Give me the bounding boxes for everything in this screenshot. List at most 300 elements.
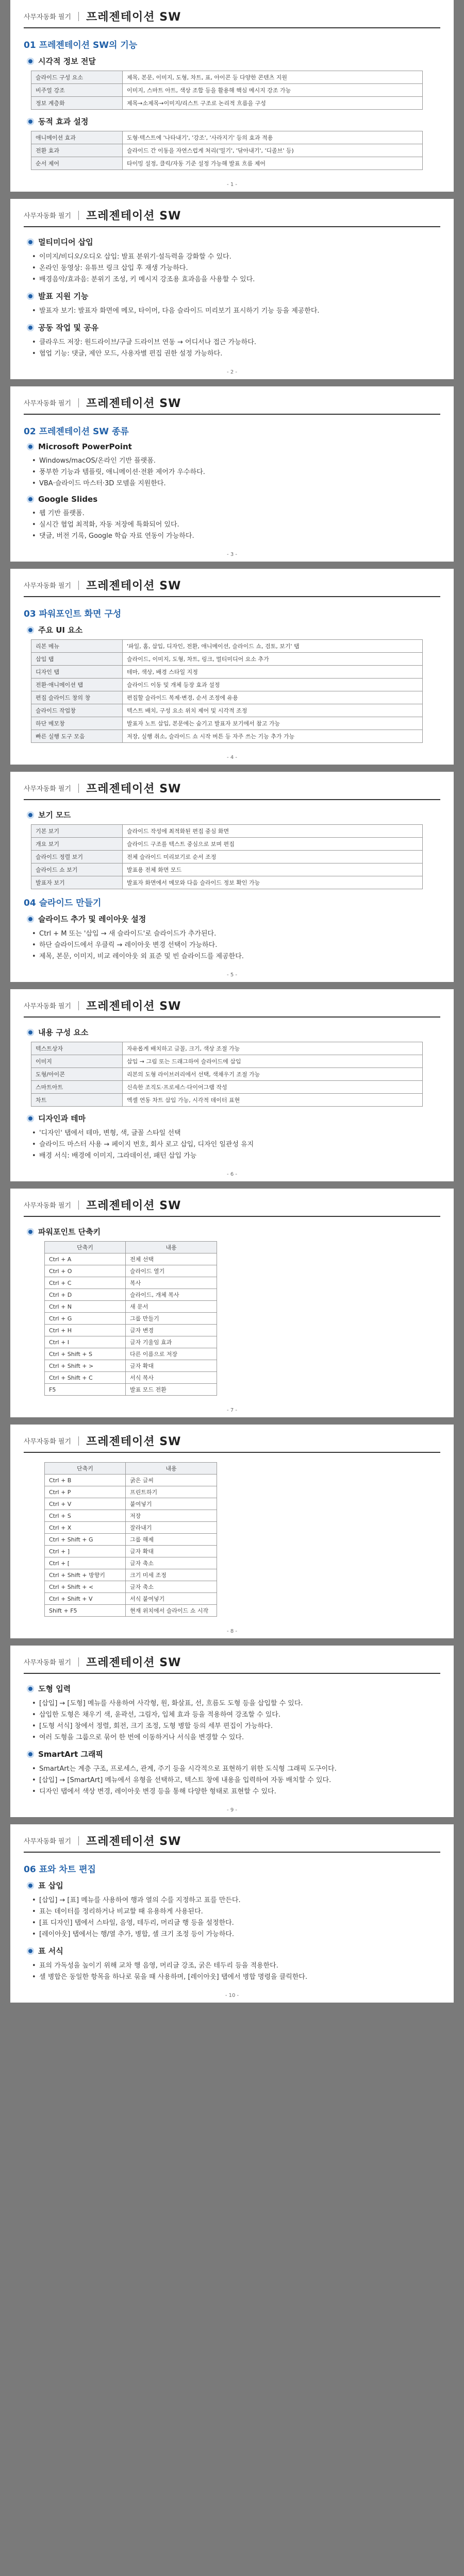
table-row xyxy=(31,691,423,704)
table-cell-term: 순서 제어 xyxy=(31,157,123,170)
circle-bullet-icon xyxy=(27,1947,34,1955)
section-heading: 06 표와 차트 편집 xyxy=(24,1865,96,1875)
page-number: - 9 - xyxy=(227,1807,237,1813)
shortcut-key-cell: Ctrl + Shift + G xyxy=(45,1534,126,1546)
shortcut-key-cell: Ctrl + Shift + > xyxy=(45,1360,126,1372)
document-page xyxy=(10,989,454,1181)
page-header xyxy=(24,207,440,227)
table-cell-description: 슬라이드 구조를 텍스트 중심으로 보며 편집 xyxy=(123,838,423,851)
table-cell-term: 슬라이드 쇼 보기 xyxy=(31,863,123,876)
table-row xyxy=(45,1313,217,1325)
table-row xyxy=(45,1277,217,1289)
bullet-list xyxy=(24,1764,440,1798)
table-row xyxy=(31,1055,423,1068)
table-cell-description: 발표용 전체 화면 모드 xyxy=(123,863,423,876)
shortcut-key-cell: Ctrl + S xyxy=(45,1510,126,1522)
subsection-heading xyxy=(27,442,440,451)
table-cell-term: 정보 계층화 xyxy=(31,97,123,110)
document-page xyxy=(10,1646,454,1817)
page-title: 프레젠테이션 SW xyxy=(86,11,181,24)
course-label: 사무자동화 필기 xyxy=(24,1003,72,1010)
circle-bullet-icon xyxy=(27,1882,34,1889)
subsection-label: 표 서식 xyxy=(38,1946,63,1956)
shortcut-description-cell: 그룹 해제 xyxy=(126,1534,217,1546)
page-number: - 7 - xyxy=(227,1408,237,1413)
table-row xyxy=(31,717,423,730)
course-label: 사무자동화 필기 xyxy=(24,1438,72,1446)
table-cell-description: 테마, 색상, 배경 스타일 지정 xyxy=(123,666,423,679)
circle-bullet-icon xyxy=(27,324,34,331)
shortcut-description-cell: 서식 붙여넣기 xyxy=(126,1593,217,1605)
page-header xyxy=(24,395,440,415)
info-table xyxy=(31,824,423,889)
shortcut-description-cell: 프린트하기 xyxy=(126,1486,217,1498)
column-header-shortcut: 단축키 xyxy=(45,1242,126,1253)
page-title: 프레젠테이션 SW xyxy=(86,1435,181,1448)
header-divider xyxy=(78,784,79,793)
list-item: • '디자인' 탭에서 테마, 변형, 색, 글꼴 스타일 선택 xyxy=(32,1128,440,1139)
table-row xyxy=(31,84,423,97)
page-title: 프레젠테이션 SW xyxy=(86,580,181,592)
table-cell-term: 애니메이션 효과 xyxy=(31,131,123,144)
subsection-heading xyxy=(27,495,440,504)
page-number: - 1 - xyxy=(227,182,237,188)
subsection-heading xyxy=(27,56,440,66)
table-cell-description: 제목→소제목→이미지/리스트 구조로 논리적 흐름을 구성 xyxy=(123,97,423,110)
course-label: 사무자동화 필기 xyxy=(24,212,72,220)
table-row xyxy=(45,1360,217,1372)
table-row xyxy=(45,1510,217,1522)
subsection-label: 발표 지원 기능 xyxy=(38,292,89,301)
list-item: • 표의 가독성을 높이기 위해 교차 행 음영, 머리글 강조, 굵은 테두리 등을 적용한다. xyxy=(32,1960,440,1972)
circle-bullet-icon xyxy=(27,1115,34,1122)
page-header xyxy=(24,1654,440,1674)
shortcut-description-cell: 붙여넣기 xyxy=(126,1498,217,1510)
subsection-label: 보기 모드 xyxy=(38,810,71,820)
table-cell-term: 차트 xyxy=(31,1094,123,1107)
list-item: • 제목, 본문, 이미지, 비교 레이아웃 외 표준 및 빈 슬라이드를 제공한다. xyxy=(32,951,440,962)
subsection-heading xyxy=(27,624,440,635)
list-item: • VBA·슬라이드 마스터·3D 모델을 지원한다. xyxy=(32,478,440,489)
table-cell-term: 삽입 탭 xyxy=(31,653,123,666)
page-header xyxy=(24,1197,440,1217)
section-heading: 04 슬라이드 만들기 xyxy=(24,898,102,908)
page-header xyxy=(24,780,440,800)
table-cell-description: 슬라이드 간 이동을 자연스럽게 처리('밀기', '닦아내기', '디졸브' 등) xyxy=(123,144,423,157)
list-item: • [삽입] → [SmartArt] 메뉴에서 유형을 선택하고, 텍스트 창에 내용을 입력하여 자동 배치할 수 있다. xyxy=(32,1775,440,1786)
list-item: • 디자인 탭에서 색상 변경, 레이아웃 변경 등을 통해 다양한 형태로 표현할 수 있다. xyxy=(32,1786,440,1798)
shortcut-key-cell: Ctrl + G xyxy=(45,1313,126,1325)
list-item: • SmartArt는 계층 구조, 프로세스, 관계, 주기 등을 시각적으로 표현하기 위한 도식형 그래픽 도구이다. xyxy=(32,1764,440,1775)
table-row xyxy=(45,1348,217,1360)
table-cell-term: 전환 효과 xyxy=(31,144,123,157)
document-page xyxy=(10,1824,454,2003)
table-cell-term: 텍스트상자 xyxy=(31,1042,123,1055)
table-row xyxy=(45,1253,217,1265)
table-row xyxy=(31,157,423,170)
shortcut-description-cell: 굵은 글씨 xyxy=(126,1475,217,1486)
table-row xyxy=(31,825,423,838)
page-number: - 2 - xyxy=(227,369,237,375)
header-divider xyxy=(78,1436,79,1446)
circle-bullet-icon xyxy=(27,118,34,125)
column-header-shortcut: 단축키 xyxy=(45,1463,126,1475)
header-divider xyxy=(78,581,79,590)
subsection-label: 슬라이드 추가 및 레이아웃 설정 xyxy=(38,914,146,924)
circle-bullet-icon xyxy=(27,443,34,450)
table-row xyxy=(45,1486,217,1498)
page-header xyxy=(24,997,440,1018)
table-cell-term: 발표자 보기 xyxy=(31,876,123,889)
list-item: • 표는 데이터를 정리하거나 비교할 때 유용하게 사용된다. xyxy=(32,1906,440,1918)
list-item: • [레이아웃] 탭에서는 행/열 추가, 병합, 셀 크기 조정 등이 가능하다. xyxy=(32,1929,440,1940)
shortcut-key-cell: Ctrl + Shift + V xyxy=(45,1593,126,1605)
page-number: - 3 - xyxy=(227,552,237,557)
table-cell-description: 리본의 도형 라이브러리에서 선택, 색채우기 조절 가능 xyxy=(123,1068,423,1081)
bullet-list xyxy=(24,306,440,317)
subsection-heading xyxy=(27,291,440,301)
table-row xyxy=(31,97,423,110)
subsection-label: SmartArt 그래픽 xyxy=(38,1750,103,1759)
shortcut-key-cell: Ctrl + X xyxy=(45,1522,126,1534)
bullet-list xyxy=(24,337,440,360)
table-row xyxy=(45,1522,217,1534)
page-number: - 6 - xyxy=(227,1172,237,1177)
course-label: 사무자동화 필기 xyxy=(24,582,72,590)
page-header xyxy=(24,1833,440,1853)
table-row xyxy=(45,1498,217,1510)
list-item: • 댓글, 버전 기록, Google 학습 자료 연동이 가능하다. xyxy=(32,531,440,542)
list-item: • 배경음악/효과음: 분위기 조성, 키 메시지 강조용 효과음을 사용할 수 있다. xyxy=(32,274,440,285)
table-row xyxy=(45,1593,217,1605)
table-cell-description: 전체 슬라이드 미리보기로 순서 조정 xyxy=(123,851,423,863)
shortcut-key-cell: Ctrl + [ xyxy=(45,1557,126,1569)
subsection-label: 표 삽입 xyxy=(38,1881,63,1890)
shortcut-description-cell: 서식 복사 xyxy=(126,1372,217,1384)
list-item: • 삽입한 도형은 채우기 색, 윤곽선, 그림자, 입체 효과 등을 적용하여 강조할 수 있다. xyxy=(32,1709,440,1721)
circle-bullet-icon xyxy=(27,496,34,503)
table-row xyxy=(31,1042,423,1055)
list-item: • 실시간 협업 최적화, 자동 저장에 특화되어 있다. xyxy=(32,519,440,531)
table-row xyxy=(45,1557,217,1569)
subsection-heading xyxy=(27,1113,440,1124)
table-cell-term: 하단 메모창 xyxy=(31,717,123,730)
bullet-list xyxy=(24,1128,440,1162)
document-page xyxy=(10,386,454,562)
table-cell-description: 이미지, 스마트 아트, 색상 조합 등을 활용해 핵심 메시지 강조 가능 xyxy=(123,84,423,97)
table-row xyxy=(31,704,423,717)
shortcut-key-cell: Shift + F5 xyxy=(45,1605,126,1617)
document-page xyxy=(10,1425,454,1638)
page-title: 프레젠테이션 SW xyxy=(86,1656,181,1669)
table-cell-term: 도형/아이콘 xyxy=(31,1068,123,1081)
table-row xyxy=(31,144,423,157)
table-row xyxy=(31,876,423,889)
info-table xyxy=(31,639,423,743)
subsection-heading xyxy=(27,1027,440,1038)
shortcut-description-cell: 새 문서 xyxy=(126,1301,217,1313)
table-row xyxy=(31,730,423,743)
table-cell-term: 개요 보기 xyxy=(31,838,123,851)
list-item: • [삽입] → [도형] 메뉴를 사용하여 사각형, 원, 화살표, 선, 흐름도 도형 등을 삽입할 수 있다. xyxy=(32,1698,440,1709)
page-title: 프레젠테이션 SW xyxy=(86,1000,181,1013)
table-cell-term: 디자인 탭 xyxy=(31,666,123,679)
document-page xyxy=(10,0,454,192)
circle-bullet-icon xyxy=(27,293,34,300)
circle-bullet-icon xyxy=(27,1029,34,1036)
document-page xyxy=(10,772,454,982)
table-row xyxy=(45,1325,217,1336)
table-row xyxy=(31,863,423,876)
page-title: 프레젠테이션 SW xyxy=(86,783,181,795)
list-item: • 풍부한 기능과 템플릿, 애니메이션·전환 제어가 우수하다. xyxy=(32,467,440,478)
circle-bullet-icon xyxy=(27,1685,34,1692)
subsection-heading xyxy=(27,1683,440,1694)
table-cell-description: 발표자 화면에서 메모와 다음 슬라이드 정보 확인 가능 xyxy=(123,876,423,889)
table-cell-description: 저장, 실행 취소, 슬라이드 쇼 시작 버튼 등 자주 쓰는 기능 추가 가능 xyxy=(123,730,423,743)
course-label: 사무자동화 필기 xyxy=(24,1659,72,1667)
subsection-label: 멀티미디어 삽입 xyxy=(38,238,93,247)
page-title: 프레젠테이션 SW xyxy=(86,1835,181,1848)
table-row xyxy=(45,1301,217,1313)
table-cell-term: 기본 보기 xyxy=(31,825,123,838)
circle-bullet-icon xyxy=(27,626,34,634)
info-table xyxy=(31,131,423,170)
shortcut-description-cell: 저장 xyxy=(126,1510,217,1522)
bullet-list xyxy=(24,1960,440,1983)
subsection-heading xyxy=(27,322,440,333)
subsection-heading xyxy=(27,236,440,247)
table-cell-term: 슬라이드 작업창 xyxy=(31,704,123,717)
bullet-list xyxy=(24,251,440,285)
shortcut-key-cell: Ctrl + B xyxy=(45,1475,126,1486)
shortcut-description-cell: 슬라이드, 개체 복사 xyxy=(126,1289,217,1301)
list-item: • 배경 서식: 배경에 이미지, 그라데이션, 패턴 삽입 가능 xyxy=(32,1150,440,1162)
page-number: - 10 - xyxy=(225,1993,239,1998)
document-page xyxy=(10,569,454,765)
list-item: • 발표자 보기: 발표자 화면에 메모, 타이머, 다음 슬라이드 미리보기 표시하기 기능 등을 제공한다. xyxy=(32,306,440,317)
table-row xyxy=(45,1581,217,1593)
shortcut-description-cell: 잘라내기 xyxy=(126,1522,217,1534)
course-label: 사무자동화 필기 xyxy=(24,785,72,793)
bullet-list xyxy=(24,1895,440,1940)
table-cell-term: 슬라이드 구성 요소 xyxy=(31,71,123,84)
table-cell-description: 제목, 본문, 이미지, 도형, 차트, 표, 아이콘 등 다양한 콘텐츠 지원 xyxy=(123,71,423,84)
subsection-label: 시각적 정보 전달 xyxy=(38,57,96,66)
shortcut-description-cell: 슬라이드 열기 xyxy=(126,1265,217,1277)
shortcut-key-cell: Ctrl + Shift + 방향키 xyxy=(45,1569,126,1581)
header-divider xyxy=(78,12,79,21)
table-cell-description: 발표자 노트 삽입, 본문에는 숨기고 발표자 보기에서 참고 가능 xyxy=(123,717,423,730)
circle-bullet-icon xyxy=(27,239,34,246)
subsection-heading xyxy=(27,116,440,127)
shortcut-description-cell: 그룹 만들기 xyxy=(126,1313,217,1325)
bullet-list xyxy=(24,455,440,489)
list-item: • 웹 기반 플랫폼. xyxy=(32,508,440,519)
table-cell-term: 스마트아트 xyxy=(31,1081,123,1094)
list-item: • 협업 기능: 댓글, 제안 모드, 사용자별 편집 권한 설정 가능하다. xyxy=(32,348,440,360)
shortcut-description-cell: 글자 축소 xyxy=(126,1581,217,1593)
shortcut-description-cell: 복사 xyxy=(126,1277,217,1289)
page-title: 프레젠테이션 SW xyxy=(86,397,181,410)
shortcut-description-cell: 발표 모드 전환 xyxy=(126,1384,217,1396)
subsection-heading xyxy=(27,809,440,820)
column-header-description: 내용 xyxy=(126,1463,217,1475)
shortcut-key-cell: Ctrl + Shift + < xyxy=(45,1581,126,1593)
table-row xyxy=(45,1605,217,1617)
table-cell-term: 슬라이드 정렬 보기 xyxy=(31,851,123,863)
course-label: 사무자동화 필기 xyxy=(24,1202,72,1210)
header-divider xyxy=(78,398,79,408)
section-heading: 01 프레젠테이션 SW의 기능 xyxy=(24,40,138,50)
table-cell-description: 타이밍 설정, 클릭/자동 기준 설정 가능해 발표 흐름 제어 xyxy=(123,157,423,170)
shortcut-key-cell: Ctrl + Shift + C xyxy=(45,1372,126,1384)
column-header-description: 내용 xyxy=(126,1242,217,1253)
shortcut-key-cell: Ctrl + A xyxy=(45,1253,126,1265)
shortcut-key-cell: Ctrl + D xyxy=(45,1289,126,1301)
subsection-label: 디자인과 테마 xyxy=(38,1114,86,1123)
page-number: - 4 - xyxy=(227,755,237,760)
table-cell-term: 이미지 xyxy=(31,1055,123,1068)
table-row xyxy=(31,640,423,653)
list-item: • 하단 슬라이드에서 우클릭 → 레이아웃 변경 선택이 가능하다. xyxy=(32,940,440,951)
list-item: • 클라우드 저장: 원드라이브/구글 드라이브 연동 → 어디서나 접근 가능하다. xyxy=(32,337,440,348)
table-cell-term: 빠른 실행 도구 모음 xyxy=(31,730,123,743)
table-row xyxy=(45,1546,217,1557)
shortcut-key-cell: Ctrl + ] xyxy=(45,1546,126,1557)
list-item: • [도형 서식] 창에서 정렬, 회전, 크기 조정, 도형 병합 등의 세부 편집이 가능하다. xyxy=(32,1721,440,1732)
document-page xyxy=(10,199,454,379)
table-cell-term: 전환·애니메이션 탭 xyxy=(31,679,123,691)
table-cell-description: 슬라이드, 이미지, 도형, 차트, 링크, 멀티미디어 요소 추가 xyxy=(123,653,423,666)
table-cell-term: 비주얼 강조 xyxy=(31,84,123,97)
table-header-row xyxy=(45,1242,217,1253)
circle-bullet-icon xyxy=(27,1228,34,1235)
list-item: • 여러 도형을 그룹으로 묶어 한 번에 이동하거나 서식을 변경할 수 있다. xyxy=(32,1732,440,1743)
table-row xyxy=(45,1289,217,1301)
table-header-row xyxy=(45,1463,217,1475)
subsection-heading xyxy=(27,913,440,924)
list-item: • [삽입] → [표] 메뉴를 사용하여 행과 열의 수를 지정하고 표를 만든다. xyxy=(32,1895,440,1906)
subsection-label: 주요 UI 요소 xyxy=(38,625,83,635)
table-cell-description: 도형·텍스트에 '나타내기', '강조', '사라지기' 등의 효과 적용 xyxy=(123,131,423,144)
bullet-list xyxy=(24,508,440,542)
course-label: 사무자동화 필기 xyxy=(24,1838,72,1845)
table-row xyxy=(31,131,423,144)
shortcut-description-cell: 글자 확대 xyxy=(126,1546,217,1557)
subsection-label: Microsoft PowerPoint xyxy=(38,442,132,451)
subsection-heading xyxy=(27,1749,440,1759)
list-item: • Ctrl + M 또는 '삽입 → 새 슬라이드'로 슬라이드가 추가된다. xyxy=(32,928,440,940)
circle-bullet-icon xyxy=(27,1751,34,1758)
bullet-list xyxy=(24,1698,440,1743)
subsection-label: Google Slides xyxy=(38,495,98,504)
list-item: • 슬라이드 마스터 사용 → 페이지 번호, 회사 로고 삽입, 디자인 일관성 유지 xyxy=(32,1139,440,1150)
shortcut-key-cell: F5 xyxy=(45,1384,126,1396)
table-row xyxy=(45,1475,217,1486)
list-item: • 셀 병합은 동일한 항목을 하나로 묶을 때 사용하며, [레이아웃] 탭에서 병합 명령을 클릭한다. xyxy=(32,1972,440,1983)
document-page xyxy=(10,1189,454,1417)
shortcut-key-cell: Ctrl + I xyxy=(45,1336,126,1348)
table-row xyxy=(31,1068,423,1081)
shortcut-table xyxy=(44,1462,217,1617)
shortcut-table xyxy=(44,1241,217,1396)
subsection-heading xyxy=(27,1945,440,1956)
table-cell-description: '파일, 홈, 삽입, 디자인, 전환, 애니메이션, 슬라이드 쇼, 검토, 보기' 탭 xyxy=(123,640,423,653)
shortcut-key-cell: Ctrl + P xyxy=(45,1486,126,1498)
page-header xyxy=(24,1433,440,1453)
table-cell-description: 삽입 → 그림 또는 드래그하여 슬라이드에 삽입 xyxy=(123,1055,423,1068)
subsection-heading xyxy=(27,1880,440,1891)
table-row xyxy=(45,1534,217,1546)
shortcut-description-cell: 크기 미세 조정 xyxy=(126,1569,217,1581)
shortcut-key-cell: Ctrl + Shift + S xyxy=(45,1348,126,1360)
course-label: 사무자동화 필기 xyxy=(24,400,72,408)
header-divider xyxy=(78,211,79,220)
shortcut-description-cell: 글자 변경 xyxy=(126,1325,217,1336)
shortcut-description-cell: 다른 이름으로 저장 xyxy=(126,1348,217,1360)
list-item: • 이미지/비디오/오디오 삽입: 발표 분위기·설득력을 강화할 수 있다. xyxy=(32,251,440,263)
table-row xyxy=(45,1569,217,1581)
circle-bullet-icon xyxy=(27,58,34,65)
shortcut-description-cell: 현재 위치에서 슬라이드 쇼 시작 xyxy=(126,1605,217,1617)
table-cell-description: 편집할 슬라이드 복제·변경, 순서 조정에 유용 xyxy=(123,691,423,704)
table-cell-description: 텍스트 배치, 구성 요소 위치 제어 및 시각적 조정 xyxy=(123,704,423,717)
table-row xyxy=(31,653,423,666)
table-cell-description: 자유롭게 배치하고 글꼴, 크기, 색상 조절 가능 xyxy=(123,1042,423,1055)
shortcut-description-cell: 전체 선택 xyxy=(126,1253,217,1265)
subsection-heading xyxy=(27,1226,440,1237)
header-divider xyxy=(78,1200,79,1210)
table-row xyxy=(31,851,423,863)
table-cell-description: 신속한 조직도·프로세스·다이어그램 작성 xyxy=(123,1081,423,1094)
page-number: - 5 - xyxy=(227,972,237,978)
table-cell-term: 리본 메뉴 xyxy=(31,640,123,653)
header-divider xyxy=(78,1657,79,1667)
table-row xyxy=(31,1094,423,1107)
shortcut-key-cell: Ctrl + N xyxy=(45,1301,126,1313)
table-row xyxy=(45,1372,217,1384)
header-divider xyxy=(78,1001,79,1010)
shortcut-description-cell: 글자 기울임 효과 xyxy=(126,1336,217,1348)
bullet-list xyxy=(24,928,440,962)
table-row xyxy=(31,1081,423,1094)
table-cell-description: 슬라이드 작성에 최적화된 편집 중심 화면 xyxy=(123,825,423,838)
subsection-label: 동적 효과 설정 xyxy=(38,117,89,126)
page-header xyxy=(24,577,440,597)
table-row xyxy=(31,71,423,84)
subsection-label: 파워포인트 단축키 xyxy=(38,1227,101,1236)
section-heading: 02 프레젠테이션 SW 종류 xyxy=(24,427,129,437)
shortcut-key-cell: Ctrl + C xyxy=(45,1277,126,1289)
circle-bullet-icon xyxy=(27,916,34,923)
table-cell-description: 엑셀 연동 차트 삽입 가능, 시각적 데이터 표현 xyxy=(123,1094,423,1107)
page-title: 프레젠테이션 SW xyxy=(86,210,181,223)
info-table xyxy=(31,1042,423,1107)
shortcut-key-cell: Ctrl + H xyxy=(45,1325,126,1336)
subsection-label: 공동 작업 및 공유 xyxy=(38,323,99,332)
header-divider xyxy=(78,1836,79,1845)
table-row xyxy=(31,838,423,851)
list-item: • 온라인 동영상: 유튜브 링크 삽입 후 재생 가능하다. xyxy=(32,263,440,274)
shortcut-key-cell: Ctrl + O xyxy=(45,1265,126,1277)
page-header xyxy=(24,8,440,28)
table-row xyxy=(31,679,423,691)
shortcut-description-cell: 글자 축소 xyxy=(126,1557,217,1569)
list-item: • [표 디자인] 탭에서 스타일, 음영, 테두리, 머리글 행 등을 설정한다. xyxy=(32,1918,440,1929)
table-cell-term: 편집 슬라이드 창의 창 xyxy=(31,691,123,704)
course-label: 사무자동화 필기 xyxy=(24,13,72,21)
